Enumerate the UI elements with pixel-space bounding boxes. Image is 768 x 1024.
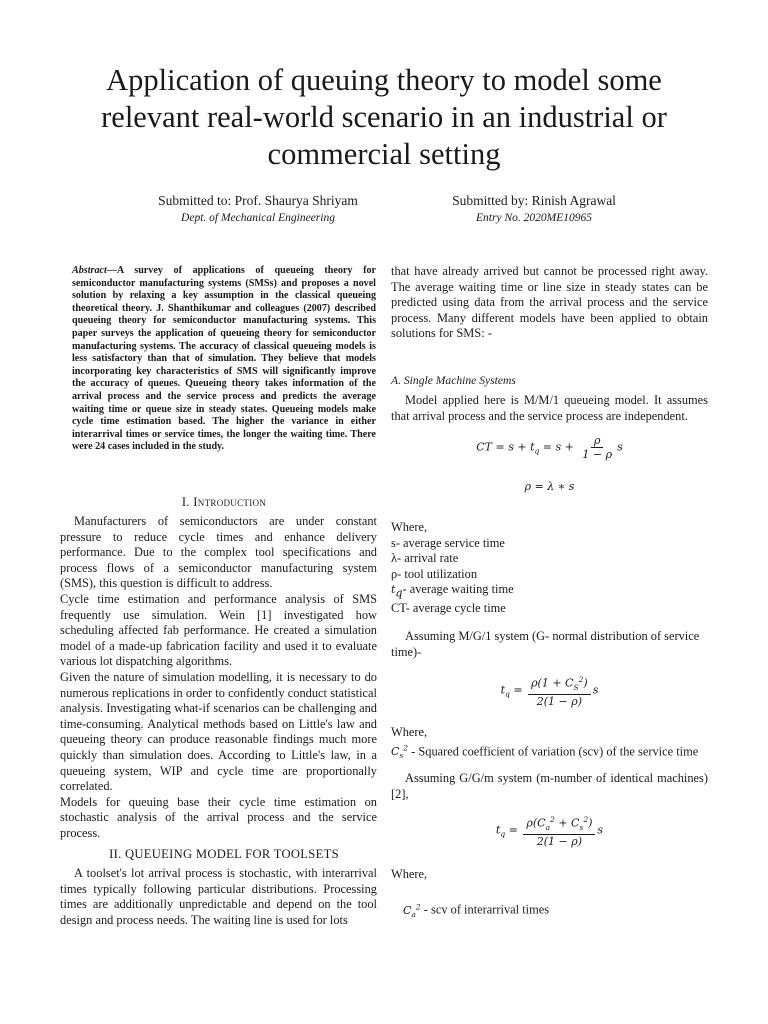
where-block-2: [391, 725, 708, 764]
abstract: [72, 265, 376, 454]
intro-paragraph-3: Given the nature of simulation modelling, it is necessary to do numerous replications in order to confidently conduct statistical analysis. Investigating what-if scenarios can be challenging and time-consuming. Analytical methods based on Little's law and queueing theory can produce reasonable findings much more quickly than simulation does. According to Little's law, in a queueing system, WIP and cycle time are proportionally correlated.: [60, 669, 377, 794]
equation-mg1-waiting-time: $t_q$ = $\frac{\rho(1 + C_S^2)}{2(1 - \rho)}$ s: [500, 675, 599, 708]
where-label-2: Where,: [391, 725, 428, 739]
introduction-body: [60, 514, 377, 841]
ggm-paragraph: Assuming G/G/m system (m-number of identical machines)[2],: [391, 771, 708, 801]
author-affiliation-1: Dept. of Mechanical Engineering: [181, 212, 335, 224]
mm1-paragraph: Model applied here is M/M/1 queueing model. It assumes that arrival process and the service process are independent.: [391, 393, 708, 423]
subsection-heading-single-machine: A. Single Machine Systems: [391, 374, 516, 387]
equation-cycle-time: CT = $s + t_q = s$ + $\frac{\rho}{1 - \rho}$ s: [476, 434, 623, 461]
author-block-2: [384, 192, 684, 226]
section-heading-introduction: I. Introduction: [181, 495, 267, 509]
abstract-lead: Abstract: [72, 265, 107, 276]
intro-paragraph-2: Cycle time estimation and performance analysis of SMS frequently use simulation. Wein [1] investigated how scheduling affected fab performance. He created a simulation model of a made-up fabrication facility and used it to evaluate various lot dispatching algorithms.: [60, 591, 377, 669]
equation-utilization: ρ = λ ∗ s: [524, 480, 575, 493]
mg1-paragraph: Assuming M/G/1 system (G- normal distribution of service time)-: [391, 629, 700, 659]
where-label-1: Where,: [391, 520, 428, 534]
author-affiliation-2: Entry No. 2020ME10965: [476, 212, 592, 224]
definition-cycle-time: CT- average cycle time: [391, 601, 506, 616]
intro-paragraph-4: Models for queuing base their cycle time estimation on stochastic analysis of the arrival process and the service process.: [60, 794, 377, 840]
section2-paragraph-1: A toolset's lot arrival process is stochastic, with interarrival times typically following particular distributions. Processing times are additionally unpredictable and depend on the tool design and process needs. The waiting line is used for lots: [60, 866, 377, 927]
definition-cs-squared: $C_s^2$ - Squared coefficient of variation (scv) of the service time: [391, 743, 699, 761]
author-block-1: [108, 192, 408, 226]
definitions-block: [391, 520, 708, 617]
equation-ggm-waiting-time: $t_q$ = $\frac{\rho(C_a^2 + C_s^2)}{2(1 - \rho)}$ s: [495, 815, 604, 848]
where-label-3: Where,: [391, 867, 428, 881]
definition-service-time: s- average service time: [391, 535, 505, 550]
abstract-text: —A survey of applications of queueing theory for semiconductor manufacturing systems (SMSs) and proposes a novel solution by relaxing a key assumption in the classical queueing theoretical theory. J. Shanthikumar and colleagues (2007) described queueing theory for semiconductor manufacturing systems. This paper surveys the application of queueing theory for semiconductor manufacturing systems. The accuracy of classical queueing models is less satisfactory than that of simulation. They believe that models incorporating key characteristics of SMS will significantly improve the accuracy of queues. Queueing theory takes information of the arrival process and the service process and predicts the average waiting time or queue size in steady states. Queueing models make cycle time estimation based. The higher the variance in either interarrival times or service times, the longer the waiting time. There were 24 cases included in the study.: [72, 265, 376, 453]
definition-ca-squared: $C_a^2$ - scv of interarrival times: [403, 902, 550, 919]
definition-utilization: ρ- tool utilization: [391, 566, 478, 581]
definition-waiting-time: $t_q-$ average waiting time: [391, 582, 514, 600]
section-heading-queueing-model: II. QUEUEING MODEL FOR TOOLSETS: [109, 847, 339, 861]
author-name-2: Submitted by: Rinish Agrawal: [452, 193, 616, 208]
author-name-1: Submitted to: Prof. Shaurya Shriyam: [158, 193, 358, 208]
right-column-continuation: that have already arrived but cannot be processed right away. The average waiting time or line size in steady states can be predicted using data from the arrival process and the service process. Many different models have been applied to obtain solutions for SMS: -: [391, 264, 708, 341]
definition-arrival-rate: λ- arrival rate: [391, 551, 459, 566]
intro-paragraph-1: Manufacturers of semiconductors are under constant pressure to reduce cycle times and enhance delivery performance. Due to the complex tool specifications and process flows of a semiconductor manufacturing system (SMS), this question is difficult to address.: [60, 514, 377, 591]
paper-title: Application of queuing theory to model some relevant real-world scenario in an industrial or commercial setting: [101, 63, 667, 171]
